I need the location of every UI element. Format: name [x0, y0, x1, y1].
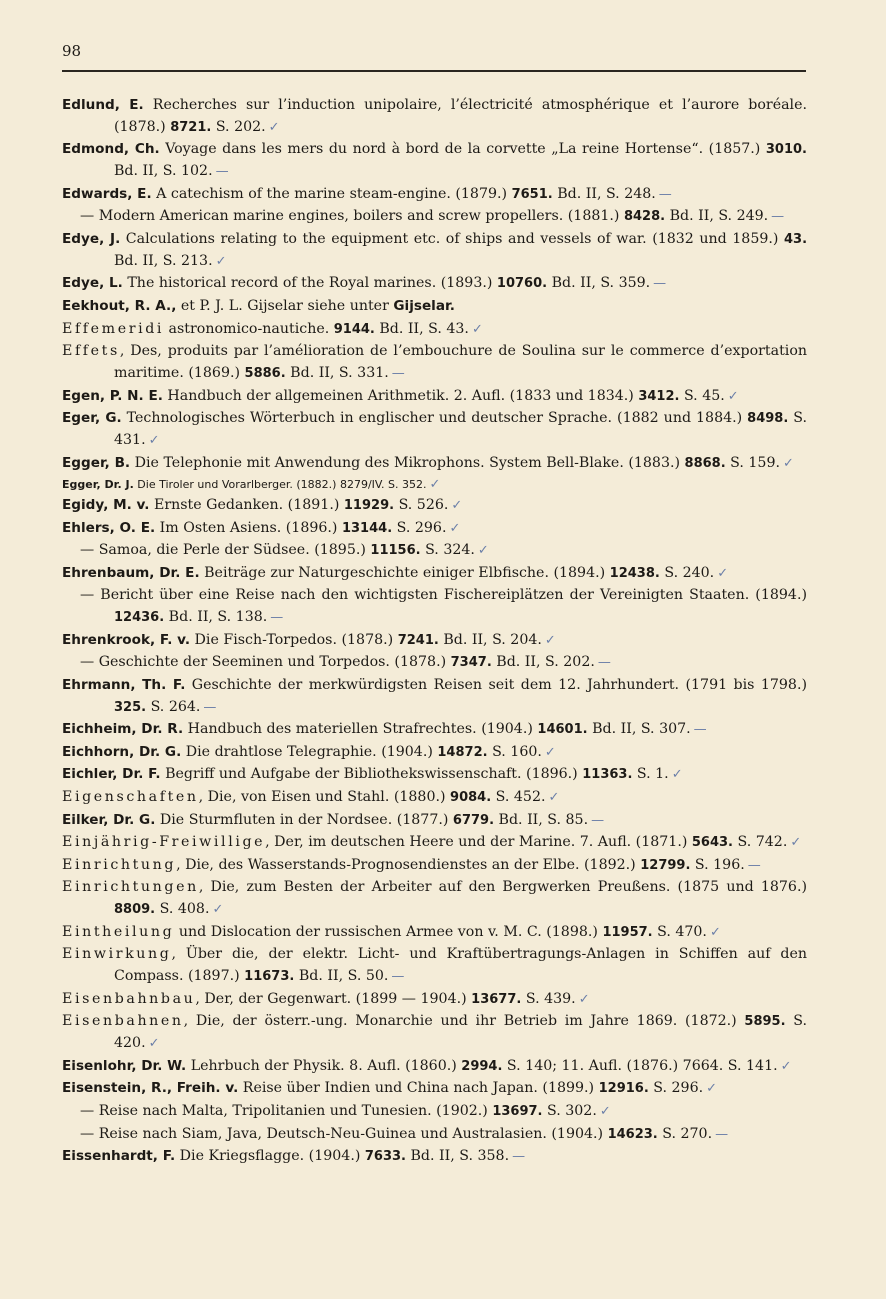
entry-catalog-number: 11363.	[582, 767, 633, 783]
check-mark-icon: ✓	[451, 497, 463, 513]
dash-mark-icon: —	[203, 699, 217, 715]
entry-catalog-number: 7347.	[450, 655, 492, 671]
entry-author: Ehrenkrook, F. v.	[62, 631, 191, 648]
check-mark-icon: ✓	[477, 543, 489, 559]
repeat-dash: —	[80, 542, 99, 559]
entry-catalog-number: 14872.	[437, 744, 488, 760]
index-entry	[62, 229, 807, 273]
entry-author: Edye, J.	[62, 230, 121, 247]
dash-mark-icon: —	[747, 857, 761, 873]
index-entry	[62, 1056, 807, 1078]
entry-crossref: Gijselar.	[393, 297, 455, 314]
index-entry	[62, 877, 807, 921]
index-entry	[62, 719, 807, 741]
entry-title: et P. J. L. Gijselar siehe unter	[176, 297, 394, 314]
entry-catalog-number: 7651.	[511, 186, 553, 202]
entry-keyword: Einjährig-Freiwillige	[62, 834, 266, 851]
index-entry	[62, 832, 807, 854]
entry-catalog-number: 5643.	[691, 835, 733, 851]
entry-catalog-number: 8428.	[623, 209, 666, 225]
index-entries	[62, 95, 807, 1169]
entry-keyword: Effemeridi	[62, 320, 165, 337]
entry-author: Eekhout, R. A.,	[62, 297, 177, 314]
entry-author: Ehrenbaum, Dr. E.	[62, 564, 200, 581]
entry-location: S. 439.	[521, 990, 576, 1007]
check-mark-icon: ✓	[215, 253, 227, 269]
repeat-dash: —	[80, 1102, 99, 1119]
entry-catalog-number: 5886.	[244, 365, 286, 381]
entry-catalog-number: 8498.	[747, 411, 789, 427]
entry-title: Reise nach Malta, Tripolitanien und Tunesien. (1902.)	[98, 1102, 493, 1119]
entry-author: Eger, G.	[62, 410, 122, 427]
entry-title: Lehrbuch der Physik. 8. Aufl. (1860.)	[186, 1057, 462, 1074]
entry-catalog-number: 8868.	[684, 455, 726, 471]
entry-title: Die Sturmfluten in der Nordsee. (1877.)	[155, 811, 453, 828]
entry-keyword: Eintheilung	[62, 923, 175, 940]
entry-catalog-number: 43.	[783, 231, 808, 247]
entry-author: Eisenstein, R., Freih. v.	[62, 1080, 239, 1097]
entry-keyword: Einwirkung	[62, 946, 172, 963]
index-entry	[62, 296, 807, 318]
dash-mark-icon: —	[715, 1126, 729, 1142]
entry-location: Bd. II, S. 307.	[587, 721, 691, 738]
entry-catalog-number: 13677.	[471, 991, 522, 1007]
entry-title: Die Telephonie mit Anwendung des Mikrophons. System Bell-Blake. (1883.)	[130, 454, 685, 471]
entry-location: Bd. II, S. 43.	[374, 320, 469, 337]
entry-location: Bd. II, S. 331.	[285, 364, 389, 381]
entry-catalog-number: 11156.	[370, 543, 421, 559]
index-entry	[62, 989, 807, 1011]
entry-author: Eichler, Dr. F.	[62, 766, 161, 783]
entry-title: Recherches sur l’induction unipolaire, l’électricité atmosphérique et l’aurore boréale. (1878.)	[114, 97, 807, 135]
index-entry	[62, 273, 807, 295]
entry-author: Edmond, Ch.	[62, 141, 160, 158]
entry-author: Eichhorn, Dr. G.	[62, 743, 182, 760]
entry-location: S. 470.	[652, 923, 707, 940]
check-mark-icon: ✓	[212, 902, 224, 918]
entry-title: Im Osten Asiens. (1896.)	[155, 519, 342, 536]
entry-location: S. 526.	[394, 496, 449, 513]
check-mark-icon: ✓	[471, 321, 483, 337]
entry-catalog-number: 11929.	[343, 497, 395, 513]
check-mark-icon: ✓	[706, 1081, 718, 1097]
entry-author: Edye, L.	[62, 275, 123, 292]
entry-location: Bd. II, S. 204.	[438, 631, 542, 648]
entry-title: Beiträge zur Naturgeschichte einiger Elbfische. (1894.)	[199, 564, 610, 581]
index-entry	[62, 944, 807, 988]
entry-title: A catechism of the marine steam-engine. (1879.)	[151, 185, 512, 202]
repeat-dash: —	[80, 208, 99, 225]
entry-title: Modern American marine engines, boilers and screw propellers. (1881.)	[98, 208, 624, 225]
entry-title: Die Kriegsflagge. (1904.)	[175, 1148, 365, 1165]
index-entry	[62, 206, 807, 228]
index-entry	[62, 585, 807, 629]
entry-catalog-number: 14623.	[607, 1126, 658, 1142]
index-entry	[62, 922, 807, 944]
entry-location: S. 140; 11. Aufl. (1876.) 7664. S. 141.	[502, 1057, 778, 1074]
dash-mark-icon: —	[512, 1149, 526, 1165]
entry-location: Bd. II, S. 249.	[665, 208, 769, 225]
entry-author: Eichheim, Dr. R.	[62, 721, 184, 738]
entry-location: Bd. II, S. 50.	[294, 968, 389, 985]
entry-keyword: Effets	[62, 343, 120, 360]
check-mark-icon: ✓	[717, 565, 729, 581]
dash-mark-icon: —	[653, 276, 667, 292]
entry-title: Handbuch des materiellen Strafrechtes. (1904.)	[183, 721, 538, 738]
entry-catalog-number: 13144.	[341, 520, 393, 536]
entry-title: , Die, von Eisen und Stahl. (1880.)	[198, 789, 451, 806]
entry-title: Geschichte der merkwürdigsten Reisen seit dem 12. Jahrhundert. (1791 bis 1798.)	[185, 676, 807, 693]
entry-title: Handbuch der allgemeinen Arithmetik. 2. Aufl. (1833 und 1834.)	[162, 387, 639, 404]
entry-title: Calculations relating to the equipment etc. of ships and vessels of war. (1832 und 1859.)	[120, 230, 784, 247]
entry-title: Bericht über eine Reise nach den wichtigsten Fischereiplätzen der Vereinigten Staaten. (1894.)	[100, 587, 807, 604]
entry-location: S. 302.	[542, 1102, 597, 1119]
header-rule	[62, 70, 806, 72]
repeat-dash: —	[80, 587, 101, 604]
entry-catalog-number: 14601.	[537, 722, 588, 738]
entry-title: Die Tiroler und Vorarlberger. (1882.) 8279/IV. S. 352.	[133, 478, 427, 492]
entry-location: S. 45.	[679, 387, 725, 404]
entry-author: Egger, Dr. J.	[62, 478, 134, 492]
check-mark-icon: ✓	[148, 1036, 160, 1052]
check-mark-icon: ✓	[727, 388, 739, 404]
entry-author: Egen, P. N. E.	[62, 387, 163, 404]
entry-keyword: Eisenbahnen	[62, 1013, 184, 1030]
entry-location: S. 420.	[114, 1013, 807, 1052]
entry-author: Eissenhardt, F.	[62, 1148, 176, 1165]
index-entry	[62, 764, 807, 786]
index-entry	[62, 742, 807, 764]
entry-title: Die Fisch-Torpedos. (1878.)	[190, 631, 398, 648]
entry-title: , Die, der österr.-ung. Monarchie und ihr Betrieb im Jahre 1869. (1872.)	[183, 1013, 745, 1030]
dash-mark-icon: —	[771, 209, 785, 225]
index-entry	[62, 810, 807, 832]
entry-title: Begriff und Aufgabe der Bibliothekswissenschaft. (1896.)	[160, 766, 583, 783]
index-entry	[62, 95, 807, 139]
index-entry	[62, 184, 807, 206]
entry-title: Technologisches Wörterbuch in englischer und deutscher Sprache. (1882 und 1884.)	[121, 410, 748, 427]
index-entry	[62, 1078, 807, 1100]
entry-catalog-number: 2994.	[461, 1058, 503, 1074]
entry-catalog-number: 8721.	[170, 119, 212, 135]
index-entry	[62, 652, 807, 674]
dash-mark-icon: —	[391, 969, 405, 985]
check-mark-icon: ✓	[544, 744, 556, 760]
entry-location: Bd. II, S. 248.	[552, 185, 656, 202]
entry-location: S. 431.	[114, 410, 807, 448]
check-mark-icon: ✓	[578, 991, 590, 1007]
index-entry	[62, 855, 807, 877]
entry-title: , Die, des Wasserstands-Prognosendienstes an der Elbe. (1892.)	[176, 856, 641, 873]
index-entry	[62, 787, 807, 809]
entry-title: Die drahtlose Telegraphie. (1904.)	[181, 743, 438, 760]
check-mark-icon: ✓	[599, 1103, 611, 1119]
entry-title: , Über die, der elektr. Licht- und Kraftübertragungs-Anlagen in Schiffen auf den Compass. (1897.)	[114, 946, 807, 985]
entry-location: S. 408.	[155, 901, 210, 918]
dash-mark-icon: —	[658, 186, 672, 202]
check-mark-icon: ✓	[709, 924, 721, 940]
index-entry	[62, 630, 807, 652]
entry-location: S. 160.	[487, 743, 542, 760]
entry-author: Edwards, E.	[62, 185, 152, 202]
entry-catalog-number: 6779.	[452, 812, 495, 828]
check-mark-icon: ✓	[671, 767, 683, 783]
entry-location: S. 324.	[420, 542, 475, 559]
check-mark-icon: ✓	[449, 520, 461, 536]
dash-mark-icon: —	[591, 812, 605, 828]
check-mark-icon: ✓	[268, 119, 280, 135]
entry-catalog-number: 11673.	[244, 969, 295, 985]
entry-catalog-number: 13697.	[492, 1103, 543, 1119]
entry-location: Bd. II, S. 102.	[114, 163, 213, 180]
entry-catalog-number: 3412.	[638, 388, 680, 404]
entry-location: S. 270.	[657, 1125, 713, 1142]
entry-catalog-number: 325.	[114, 699, 147, 715]
entry-location: S. 296.	[648, 1080, 704, 1097]
check-mark-icon: ✓	[548, 790, 560, 806]
entry-title: Reise über Indien und China nach Japan. (1899.)	[238, 1080, 599, 1097]
index-entry	[62, 563, 807, 585]
entry-catalog-number: 12799.	[640, 857, 691, 873]
entry-keyword: Eisenbahnbau	[62, 990, 196, 1007]
index-entry	[62, 1011, 807, 1055]
index-entry	[62, 518, 807, 540]
entry-catalog-number: 8809.	[114, 902, 156, 918]
entry-catalog-number: 10760.	[496, 276, 548, 292]
entry-keyword: Eigenschaften	[62, 789, 199, 806]
entry-title: Samoa, die Perle der Südsee. (1895.)	[98, 542, 371, 559]
entry-title: , Der, im deutschen Heere und der Marine. 7. Aufl. (1871.)	[265, 834, 692, 851]
dash-mark-icon: —	[693, 722, 707, 738]
page-number: 98	[62, 42, 82, 60]
entry-catalog-number: 3010.	[765, 142, 807, 158]
entry-title: Reise nach Siam, Java, Deutsch-Neu-Guinea und Australasien. (1904.)	[98, 1125, 608, 1142]
index-entry	[62, 319, 807, 341]
entry-author: Egger, B.	[62, 454, 131, 471]
check-mark-icon: ✓	[544, 632, 556, 648]
entry-title: Geschichte der Seeminen und Torpedos. (1878.)	[98, 654, 451, 671]
entry-location: S. 452.	[491, 789, 546, 806]
check-mark-icon: ✓	[148, 432, 160, 448]
dash-mark-icon: —	[597, 655, 611, 671]
entry-catalog-number: 12436.	[114, 610, 165, 626]
index-entry	[62, 408, 807, 452]
entry-location: S. 240.	[659, 564, 715, 581]
index-entry	[62, 1124, 807, 1146]
index-entry	[62, 475, 807, 494]
index-entry	[62, 540, 807, 562]
check-mark-icon: ✓	[780, 1058, 792, 1074]
index-entry	[62, 139, 807, 183]
entry-title: astronomico-nautiche.	[164, 320, 334, 337]
index-entry	[62, 453, 807, 475]
entry-location: S. 196.	[690, 856, 745, 873]
entry-author: Eisenlohr, Dr. W.	[62, 1057, 187, 1074]
entry-keyword: Einrichtungen	[62, 879, 199, 896]
entry-catalog-number: 12916.	[598, 1081, 649, 1097]
entry-author: Egidy, M. v.	[62, 496, 150, 513]
entry-location: S. 202.	[211, 118, 266, 135]
entry-catalog-number: 5895.	[744, 1014, 786, 1030]
entry-location: S. 264.	[146, 698, 201, 715]
index-entry	[62, 341, 807, 385]
entry-title: Ernste Gedanken. (1891.)	[149, 496, 344, 513]
entry-title: , Der, der Gegenwart. (1899 — 1904.)	[195, 990, 472, 1007]
entry-title: und Dislocation der russischen Armee von v. M. C. (1898.)	[174, 923, 603, 940]
entry-author: Edlund, E.	[62, 97, 144, 113]
entry-location: S. 742.	[733, 834, 788, 851]
check-mark-icon: ✓	[429, 477, 441, 493]
entry-title: , Die, zum Besten der Arbeiter auf den Bergwerken Preußens. (1875 und 1876.)	[198, 879, 807, 896]
index-entry	[62, 675, 807, 719]
repeat-dash: —	[80, 1125, 99, 1142]
entry-location: Bd. II, S. 138.	[164, 609, 268, 626]
entry-author: Eilker, Dr. G.	[62, 811, 156, 828]
check-mark-icon: ✓	[790, 835, 802, 851]
entry-title: Voyage dans les mers du nord à bord de la corvette „La reine Hortense“. (1857.)	[159, 141, 766, 158]
entry-title: , Des, produits par l’amélioration de l’embouchure de Soulina sur le commerce d’exportation maritime. (1869.)	[114, 343, 807, 381]
index-entry	[62, 495, 807, 517]
dash-mark-icon: —	[270, 610, 284, 626]
entry-location: S. 159.	[725, 454, 780, 471]
index-entry	[62, 1101, 807, 1123]
repeat-dash: —	[80, 654, 99, 671]
entry-author: Ehrmann, Th. F.	[62, 676, 186, 693]
entry-author: Ehlers, O. E.	[62, 519, 156, 536]
entry-catalog-number: 9144.	[333, 321, 375, 337]
entry-location: Bd. II, S. 213.	[114, 252, 213, 269]
dash-mark-icon: —	[391, 365, 405, 381]
entry-location: Bd. II, S. 85.	[494, 811, 589, 828]
index-entry	[62, 386, 807, 408]
entry-location: Bd. II, S. 202.	[491, 654, 595, 671]
entry-location: Bd. II, S. 358.	[406, 1148, 510, 1165]
entry-catalog-number: 7633.	[364, 1149, 406, 1165]
dash-mark-icon: —	[215, 164, 229, 180]
entry-catalog-number: 12438.	[609, 565, 660, 581]
entry-keyword: Einrichtung	[62, 856, 177, 873]
check-mark-icon: ✓	[783, 455, 794, 471]
index-entry	[62, 1146, 807, 1168]
entry-location: Bd. II, S. 359.	[547, 275, 651, 292]
entry-location: S. 296.	[392, 519, 447, 536]
entry-location: S. 1.	[632, 766, 669, 783]
entry-catalog-number: 11957.	[602, 924, 653, 940]
entry-title: The historical record of the Royal marines. (1893.)	[122, 275, 497, 292]
entry-catalog-number: 9084.	[450, 790, 492, 806]
entry-catalog-number: 7241.	[397, 632, 439, 648]
